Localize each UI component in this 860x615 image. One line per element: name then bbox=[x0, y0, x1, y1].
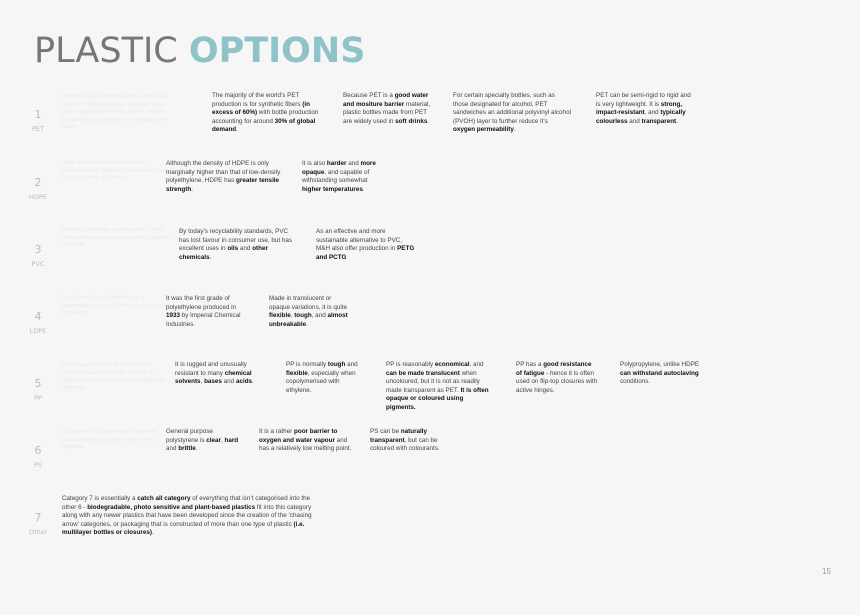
row-2-item: It is also harder and more opaque, and capable of withstanding somewhat higher temperatures. bbox=[302, 160, 376, 193]
row-5-marker bbox=[29, 378, 47, 404]
row-1-item: Because PET is a good water and mositure barrier material, plastic bottles made from PET are widely used in soft drinks. bbox=[343, 92, 431, 125]
row-2-item: Although the density of HDPE is only marginally higher than that of low-density polyethylene, HDPE has greater tensile strength. bbox=[166, 160, 281, 193]
row-4-item: Made in translucent or opaque variations, it is quite flexible, tough, and almost unbreakable. bbox=[269, 295, 348, 328]
row-code: PP bbox=[34, 394, 42, 402]
row-number: 4 bbox=[34, 310, 42, 323]
row-5-item: Polypropylene, unlike HDPE can withstand autoclaving conditions. bbox=[620, 361, 700, 386]
row-6-item: General purpose polystyrene is clear, hard and brittle. bbox=[166, 428, 239, 453]
row-number: 7 bbox=[34, 511, 42, 524]
row-code: PS bbox=[33, 461, 43, 469]
row-7-marker bbox=[29, 512, 47, 538]
row-5-item: PP is reasonably economical, and can be made translucent when uncoloured, but it is not as readily made transparent as PET. It is often opaque or coloured using pigments. bbox=[386, 361, 489, 411]
row-3-marker bbox=[29, 244, 47, 270]
page-title bbox=[34, 31, 366, 71]
title-word-plastic: PLASTIC bbox=[34, 31, 178, 71]
row-7-item: Category 7 is essentially a catch all category of everything that isn’t categorised into the other 6 - biodegradable, photo sensitive and plant-based plastics fit into this category along with any newer plastics that have been developed since the creation of the ‘chasing arrow’ categories, or packaging that is constructed of more than one type of plastic (i.e. multilayer bottles or closures). bbox=[62, 495, 312, 537]
row-1-item: The majority of the world’s PET production is for synthetic fibers (in excess of 60%) with bottle production accounting for around 30% of global demand. bbox=[212, 92, 319, 134]
row-number: 2 bbox=[34, 176, 42, 189]
row-5-item: It is rugged and unusually resistant to many chemical solvents, bases and acids. bbox=[175, 361, 254, 386]
row-4-ghost-text: Low-density polyethylene is a thermoplastic made from the monomer ethylene. bbox=[62, 295, 171, 316]
row-5-item: PP is normally tough and flexible, especially when copolymerised with ethylene. bbox=[286, 361, 358, 394]
row-3-item: As an effective and more sustainable alternative to PVC, M&H also offer production in PETG and PCTG bbox=[316, 228, 415, 261]
row-6-item: It is a rather poor barrier to oxygen and water vapour and has a relatively low melting point. bbox=[259, 428, 352, 453]
row-5-item: PP has a good resistance of fatigue - hence it is often used on flip-top closures with active hinges. bbox=[516, 361, 598, 394]
row-code: Other bbox=[29, 528, 48, 536]
row-6-item: PS can be naturally transparent, but can be coloured with colourants. bbox=[370, 428, 440, 453]
row-number: 1 bbox=[34, 108, 42, 121]
row-4-item: It was the first grade of polyethylene produced in 1933 by Imperial Chemical Industries. bbox=[166, 295, 241, 328]
row-1-item: PET can be semi-rigid to rigid and is very lightweight. It is strong, impact-resistant, and typically colourless and transparent. bbox=[596, 92, 691, 125]
row-1-marker bbox=[29, 109, 47, 135]
row-2-marker bbox=[29, 177, 47, 203]
row-code: HDPE bbox=[29, 193, 47, 201]
row-6-marker bbox=[29, 445, 47, 471]
title-word-options: OPTIONS bbox=[188, 31, 366, 71]
row-number: 6 bbox=[34, 444, 42, 457]
row-1-item: For certain specialty bottles, such as those designated for alcohol, PET sandwiches an additional polyvinyl alcohol (PVOH) layer to further reduce it’s oxygen permeability. bbox=[453, 92, 571, 134]
row-3-item: By today’s recyclability standards, PVC has lost favour in consumer use, but has excellent uses in oils and other chemicals. bbox=[179, 228, 293, 261]
row-3-ghost-text: Polyvinyl chloride is the world’s third-most widely produced synthetic plastic polymer. bbox=[62, 227, 170, 248]
row-number: 3 bbox=[34, 243, 42, 256]
row-code: LDPE bbox=[29, 327, 47, 335]
row-code: PVC bbox=[31, 260, 45, 268]
row-5-ghost-text: Polypropylene is a thermoplastic polymer used in a wide variety of applications including packaging and labeling. bbox=[62, 362, 165, 391]
row-2-ghost-text: High-density polyethylene is a thermoplastic polymer produced from the monomer ethylene. bbox=[62, 160, 167, 181]
row-6-ghost-text: Polystyrene is a synthetic aromatic hydrocarbon polymer made from styrene. bbox=[62, 429, 159, 450]
row-1-ghost-text: Polyethylene terephthalate is the most common thermoplastic polymer resin of the polyester family used in fibres for clothing, containers for liquids and foods. bbox=[62, 94, 169, 130]
row-number: 5 bbox=[34, 377, 42, 390]
page-number: 15 bbox=[822, 567, 831, 576]
row-code: PET bbox=[32, 125, 44, 133]
row-4-marker bbox=[29, 311, 47, 337]
